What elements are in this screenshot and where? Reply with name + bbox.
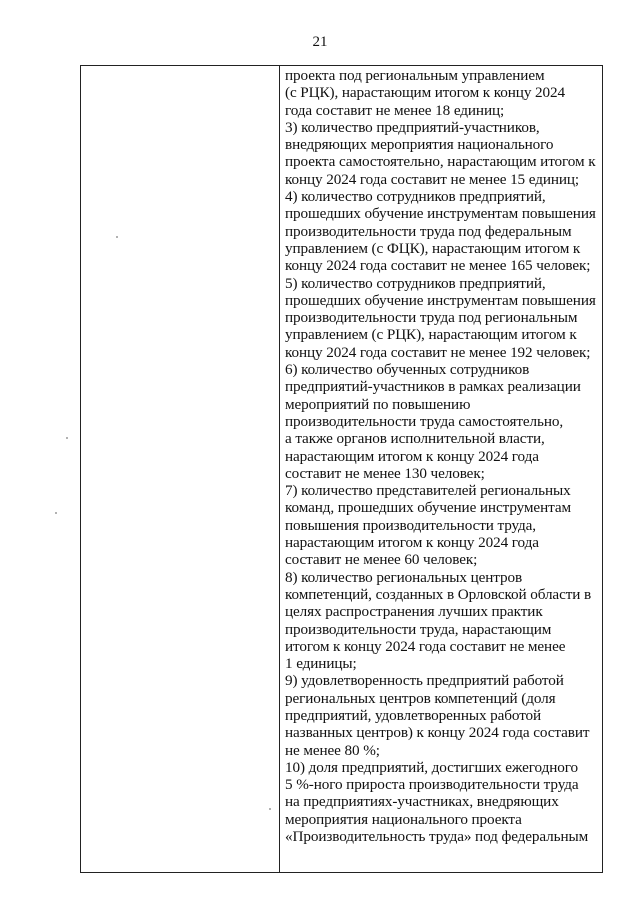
text-line: концу 2024 года составит не менее 165 человек; [285,257,591,275]
text-line: мероприятий по повышению [285,395,471,413]
text-line: нарастающим итогом к концу 2024 года [285,447,539,465]
text-line: а также органов исполнительной власти, [285,430,545,448]
text-line: повышения производительности труда, [285,516,536,534]
text-line: 6) количество обученных сотрудников [285,361,530,379]
scan-speck [116,236,118,238]
text-line: проекта под региональным управлением [285,67,545,84]
text-line: 8) количество региональных центров [285,568,523,586]
text-line: 5 %-ного прироста производительности труда [285,776,579,794]
text-line: внедряющих мероприятия национального [285,136,554,154]
text-line: (с РЦК), нарастающим итогом к концу 2024 [285,84,565,102]
text-line: названных центров) к концу 2024 года составит [285,724,590,742]
text-line: 7) количество представителей региональных [285,482,571,500]
text-line: 5) количество сотрудников предприятий, [285,274,546,292]
text-line: 10) доля предприятий, достигших ежегодного [285,758,578,776]
scan-speck [269,808,271,810]
table-right-cell [280,66,602,872]
text-line: проекта самостоятельно, нарастающим итогом к [285,153,596,171]
text-line: прошедших обучение инструментам повышения [285,205,596,223]
text-line: составит не менее 60 человек; [285,551,478,569]
table-left-cell [81,66,280,872]
text-line: управлением (с ФЦК), нарастающим итогом к [285,239,581,257]
text-line: предприятий, удовлетворенных работой [285,706,542,724]
text-line: производительности труда, нарастающим [285,620,552,638]
text-line: составит не менее 130 человек; [285,464,485,482]
text-line: не менее 80 %; [285,741,380,759]
text-line: компетенций, созданных в Орловской области в [285,585,592,603]
text-line: производительности труда под федеральным [285,222,572,240]
text-line: мероприятия национального проекта [285,810,522,828]
text-line: итогом к концу 2024 года составит не менее [285,637,566,655]
text-line: предприятий-участников в рамках реализации [285,378,581,396]
scan-speck [55,512,57,514]
text-line: региональных центров компетенций (доля [285,689,556,707]
page-number: 21 [312,34,328,50]
text-line: команд, прошедших обучение инструментам [285,499,571,517]
document-table [80,65,603,873]
text-line: концу 2024 года составит не менее 15 единиц; [285,170,580,188]
text-line: 1 единицы; [285,655,357,673]
text-line: производительности труда под региональным [285,309,578,327]
text-line: на предприятиях-участниках, внедряющих [285,793,559,811]
text-line: года составит не менее 18 единиц; [285,101,505,119]
text-line: производительности труда самостоятельно, [285,412,564,430]
scan-speck [66,437,68,439]
text-line: «Производительность труда» под федеральным [285,828,589,846]
text-line: нарастающим итогом к концу 2024 года [285,534,539,552]
text-line: 3) количество предприятий-участников, [285,118,540,136]
text-line: концу 2024 года составит не менее 192 человек; [285,343,591,361]
text-line: управлением (с РЦК), нарастающим итогом к [285,326,577,344]
text-line: 9) удовлетворенность предприятий работой [285,672,564,690]
text-line: прошедших обучение инструментам повышения [285,291,596,309]
text-line: 4) количество сотрудников предприятий, [285,188,546,206]
text-line: целях распространения лучших практик [285,603,543,621]
